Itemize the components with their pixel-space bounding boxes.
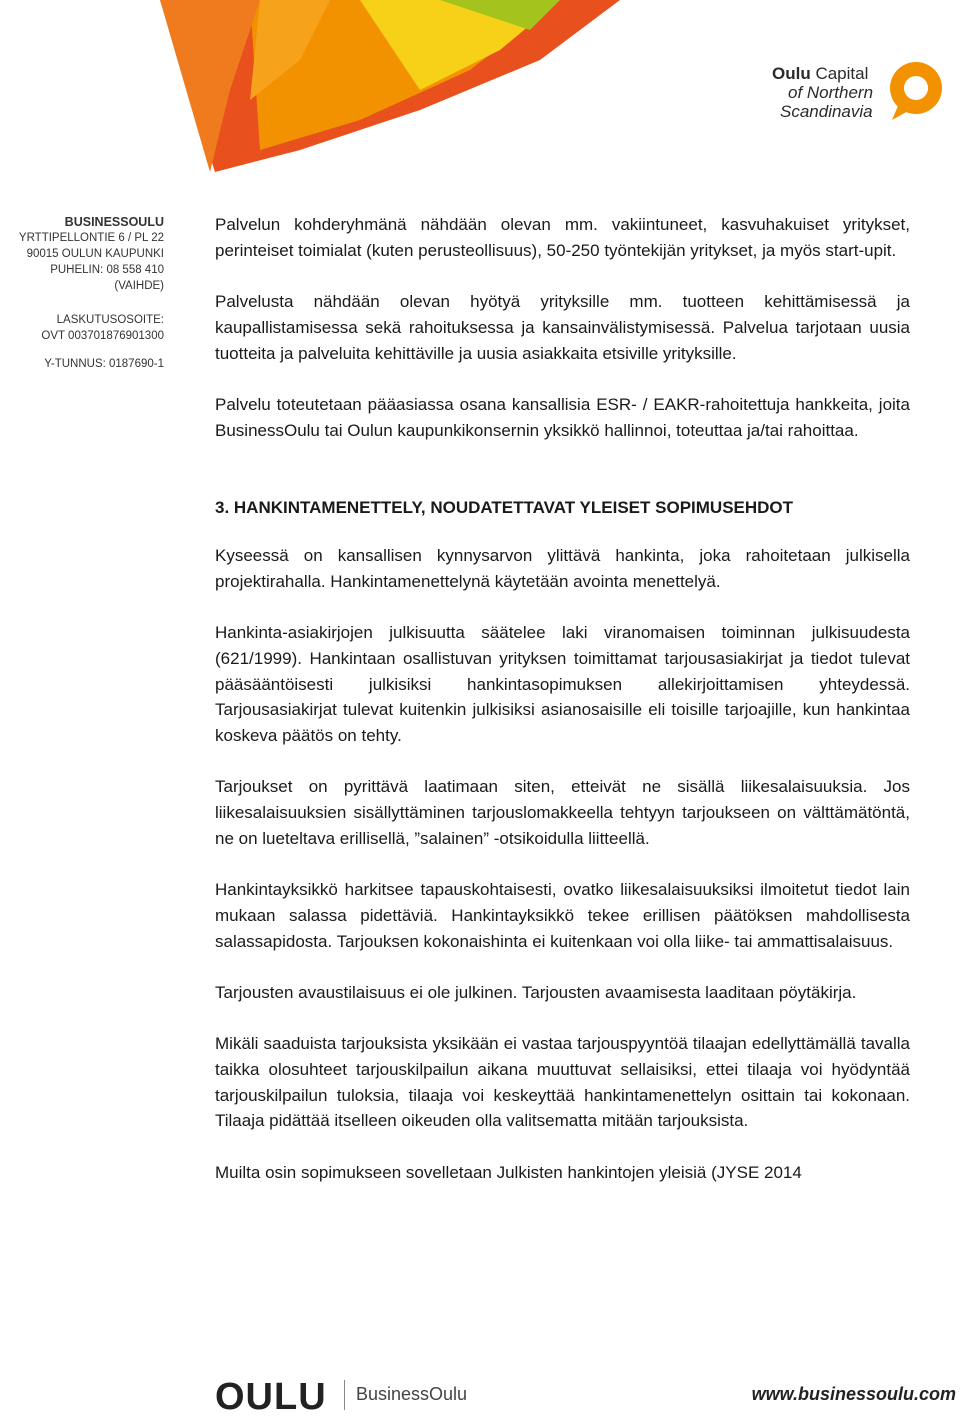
- business-id: Y-TUNNUS: 0187690-1: [44, 358, 164, 370]
- section-heading: 3. HANKINTAMENETTELY, NOUDATETTAVAT YLEISET SOPIMUSEHDOT: [215, 498, 794, 518]
- address-line-2: 90015 OULUN KAUPUNKI: [26, 248, 164, 260]
- paragraph-opening: Tarjousten avaustilaisuus ei ole julkinen. Tarjousten avaamisesta laaditaan pöytäkirja.: [215, 982, 857, 1002]
- paragraph-publicity: Hankinta-asiakirjojen julkisuutta säätelee laki viranomaisen toiminnan julkisuudesta (621/1999). Hankintaan osallistuvan yrityksen toimittamat tarjousasiakirjat ja tiedot tulevat pääsääntöisesti julkisiksi hankintasopimuksen allekirjoittamisen yhteydessä. Tarjousasiakirjat tulevat kuitenkin julkisiksi asianosaisille eli toisille tarjoajille, kun hankintaa koskeva päätös on tehty.: [215, 623, 910, 745]
- paragraph-target-group: Palvelun kohderyhmänä nähdään olevan mm. vakiintuneet, kasvuhakuiset yritykset, perinteiset toimialat (kuten perusteollisuus), 50-250 työntekijän yritykset, ja myös start-upit.: [215, 215, 910, 260]
- paragraph-trade-secrets: Tarjoukset on pyrittävä laatimaan siten, etteivät ne sisällä liikesalaisuuksia. Jos liikesalaisuuksien sisällyttäminen tarjouslomakkeella tehtyyn tarjoukseen on välttämätöntä, ne on lueteltava erillisellä, ”salainen” -otsikoidulla liitteellä.: [215, 777, 910, 848]
- phone-number: PUHELIN: 08 558 410 (VAIHDE): [50, 264, 164, 292]
- paragraph-implementation: Palvelu toteutetaan pääasiassa osana kansallisia ESR- / EAKR-rahoitettuja hankkeita, joita BusinessOulu tai Oulun kaupunkikonsernin yksikkö hallinnoi, toteuttaa ja/tai rahoittaa.: [215, 394, 910, 440]
- paragraph-procedure: Kyseessä on kansallisen kynnysarvon ylittävä hankinta, joka rahoitetaan julkisella projektirahalla. Hankintamenettelynä käytetään avointa menettelyä.: [215, 546, 910, 591]
- logo-oulu-capital: [772, 64, 892, 121]
- paragraph-benefits: Palvelusta nähdään olevan hyötyä yrityksille mm. tuotteen kehittämisessä ja kaupallistamisessa sekä rahoituksessa ja kansainvälistymisessä. Palvelua tarjotaan uusia tuotteita ja palveluita kehittäville ja uusia asiakkaita etsiville yrityksille.: [215, 292, 910, 363]
- speech-bubble-logo-icon: [884, 58, 948, 122]
- logo-line3: Scandinavia: [780, 102, 873, 121]
- paragraph-cancellation: Mikäli saaduista tarjouksista yksikään ei vastaa tarjouspyyntöä tilaajan edellyttämällä tavalla taikka olosuhteet tarjouskilpailun aikana muuttuvat sellaisiksi, ettei tilaaja voi hyödyntää tarjouskilpailun tuloksia, tilaaja voi keskeyttää hankintamenettelyn osittain tai kokonaan. Tilaaja pidättää itselleen oikeuden olla valitsematta mitään tarjouksista.: [215, 1034, 910, 1131]
- footer-businessoulu: BusinessOulu: [356, 1384, 468, 1404]
- footer-divider: [344, 1380, 345, 1410]
- footer-oulu-logo: OULU: [215, 1376, 327, 1418]
- ovt-number: OVT 003701876901300: [41, 330, 164, 342]
- org-name: BUSINESSOULU: [64, 215, 164, 229]
- sender-contact-info: [0, 214, 200, 372]
- footer-website: www.businessoulu.com: [751, 1384, 956, 1404]
- logo-line2: of Northern: [788, 83, 874, 102]
- header-banner-graphic: [0, 0, 620, 180]
- paragraph-confidentiality: Hankintayksikkö harkitsee tapauskohtaisesti, ovatko liikesalaisuuksiksi ilmoitetut tiedot lain mukaan salassa pidettäviä. Hankintayksikkö tekee erillisen päätöksen mahdollisesta salassapidosta. Tarjouksen kokonaishinta ei kuitenkaan voi olla liike- tai ammattisalaisuus.: [215, 880, 910, 951]
- address-line-1: YRTTIPELLONTIE 6 / PL 22: [18, 232, 164, 244]
- logo-line1-bold: Oulu: [772, 64, 811, 83]
- document-body: [215, 212, 910, 1211]
- logo-line1-rest: Capital: [815, 64, 869, 83]
- paragraph-general-terms: Muilta osin sopimukseen sovelletaan Julkisten hankintojen yleisiä (JYSE 2014: [215, 1162, 802, 1182]
- billing-label: LASKUTUSOSOITE:: [56, 314, 164, 326]
